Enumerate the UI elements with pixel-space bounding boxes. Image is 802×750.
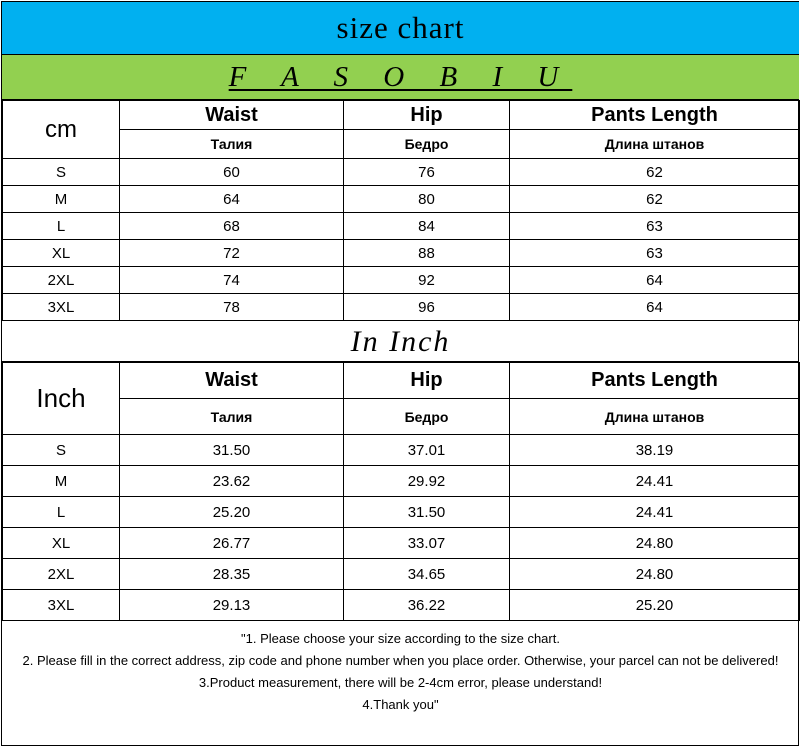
note-line: 3.Product measurement, there will be 2-4cm error, please understand! xyxy=(198,675,603,690)
hip-cell: 31.50 xyxy=(344,497,510,528)
size-cell: 3XL xyxy=(3,590,120,621)
hip-cell: 36.22 xyxy=(344,590,510,621)
length-cell: 64 xyxy=(510,267,800,294)
length-cell: 63 xyxy=(510,213,800,240)
waist-cell: 64 xyxy=(120,186,344,213)
length-cell: 24.41 xyxy=(510,466,800,497)
hip-cell: 76 xyxy=(344,159,510,186)
length-cell: 25.20 xyxy=(510,590,800,621)
header-waist: Waist xyxy=(120,363,344,399)
length-cell: 24.80 xyxy=(510,528,800,559)
waist-cell: 25.20 xyxy=(120,497,344,528)
note-line: 4.Thank you" xyxy=(362,697,439,712)
header-pants-length: Pants Length xyxy=(510,101,800,130)
header-waist-ru: Талия xyxy=(120,130,344,159)
hip-cell: 80 xyxy=(344,186,510,213)
size-cell: L xyxy=(3,213,120,240)
waist-cell: 68 xyxy=(120,213,344,240)
table-row xyxy=(3,240,800,267)
hip-cell: 33.07 xyxy=(344,528,510,559)
hip-cell: 29.92 xyxy=(344,466,510,497)
hip-cell: 37.01 xyxy=(344,435,510,466)
header-pants-length-ru: Длина штанов xyxy=(510,399,800,435)
length-cell: 62 xyxy=(510,186,800,213)
hip-cell: 92 xyxy=(344,267,510,294)
hip-cell: 84 xyxy=(344,213,510,240)
table-row xyxy=(3,213,800,240)
waist-cell: 29.13 xyxy=(120,590,344,621)
note-line: "1. Please choose your size according to the size chart. xyxy=(241,631,560,646)
length-cell: 62 xyxy=(510,159,800,186)
size-chart-title: size chart xyxy=(2,2,799,55)
header-hip-ru: Бедро xyxy=(344,399,510,435)
waist-cell: 23.62 xyxy=(120,466,344,497)
table-row xyxy=(3,466,800,497)
table-row xyxy=(3,435,800,466)
hip-cell: 96 xyxy=(344,294,510,321)
hip-cell: 88 xyxy=(344,240,510,267)
size-cell: 2XL xyxy=(3,559,120,590)
length-cell: 64 xyxy=(510,294,800,321)
size-cell: M xyxy=(3,466,120,497)
length-cell: 63 xyxy=(510,240,800,267)
unit-label-cm: cm xyxy=(3,101,120,159)
waist-cell: 28.35 xyxy=(120,559,344,590)
header-pants-length: Pants Length xyxy=(510,363,800,399)
table-row xyxy=(3,267,800,294)
size-notes xyxy=(2,622,799,746)
size-cell: S xyxy=(3,159,120,186)
size-cell: M xyxy=(3,186,120,213)
length-cell: 38.19 xyxy=(510,435,800,466)
table-row xyxy=(3,159,800,186)
table-row xyxy=(3,186,800,213)
waist-cell: 74 xyxy=(120,267,344,294)
brand-name: F A S O B I U xyxy=(2,55,799,100)
table-row xyxy=(3,590,800,621)
table-row xyxy=(3,559,800,590)
length-cell: 24.41 xyxy=(510,497,800,528)
header-waist: Waist xyxy=(120,101,344,130)
header-hip: Hip xyxy=(344,363,510,399)
waist-cell: 72 xyxy=(120,240,344,267)
waist-cell: 78 xyxy=(120,294,344,321)
waist-cell: 60 xyxy=(120,159,344,186)
unit-label-inch: Inch xyxy=(3,363,120,435)
size-cell: 3XL xyxy=(3,294,120,321)
table-row xyxy=(3,294,800,321)
inch-size-table xyxy=(2,362,800,621)
size-cell: L xyxy=(3,497,120,528)
hip-cell: 34.65 xyxy=(344,559,510,590)
header-hip: Hip xyxy=(344,101,510,130)
waist-cell: 31.50 xyxy=(120,435,344,466)
size-cell: XL xyxy=(3,240,120,267)
cm-size-table xyxy=(2,100,800,321)
size-cell: S xyxy=(3,435,120,466)
waist-cell: 26.77 xyxy=(120,528,344,559)
size-cell: XL xyxy=(3,528,120,559)
length-cell: 24.80 xyxy=(510,559,800,590)
header-pants-length-ru: Длина штанов xyxy=(510,130,800,159)
table-row xyxy=(3,497,800,528)
header-waist-ru: Талия xyxy=(120,399,344,435)
note-line: 2. Please fill in the correct address, zip code and phone number when you place order. Otherwise, your parcel can not be delivered! xyxy=(22,653,779,668)
table-row xyxy=(3,528,800,559)
size-cell: 2XL xyxy=(3,267,120,294)
inch-section-title: In Inch xyxy=(2,322,799,362)
header-hip-ru: Бедро xyxy=(344,130,510,159)
